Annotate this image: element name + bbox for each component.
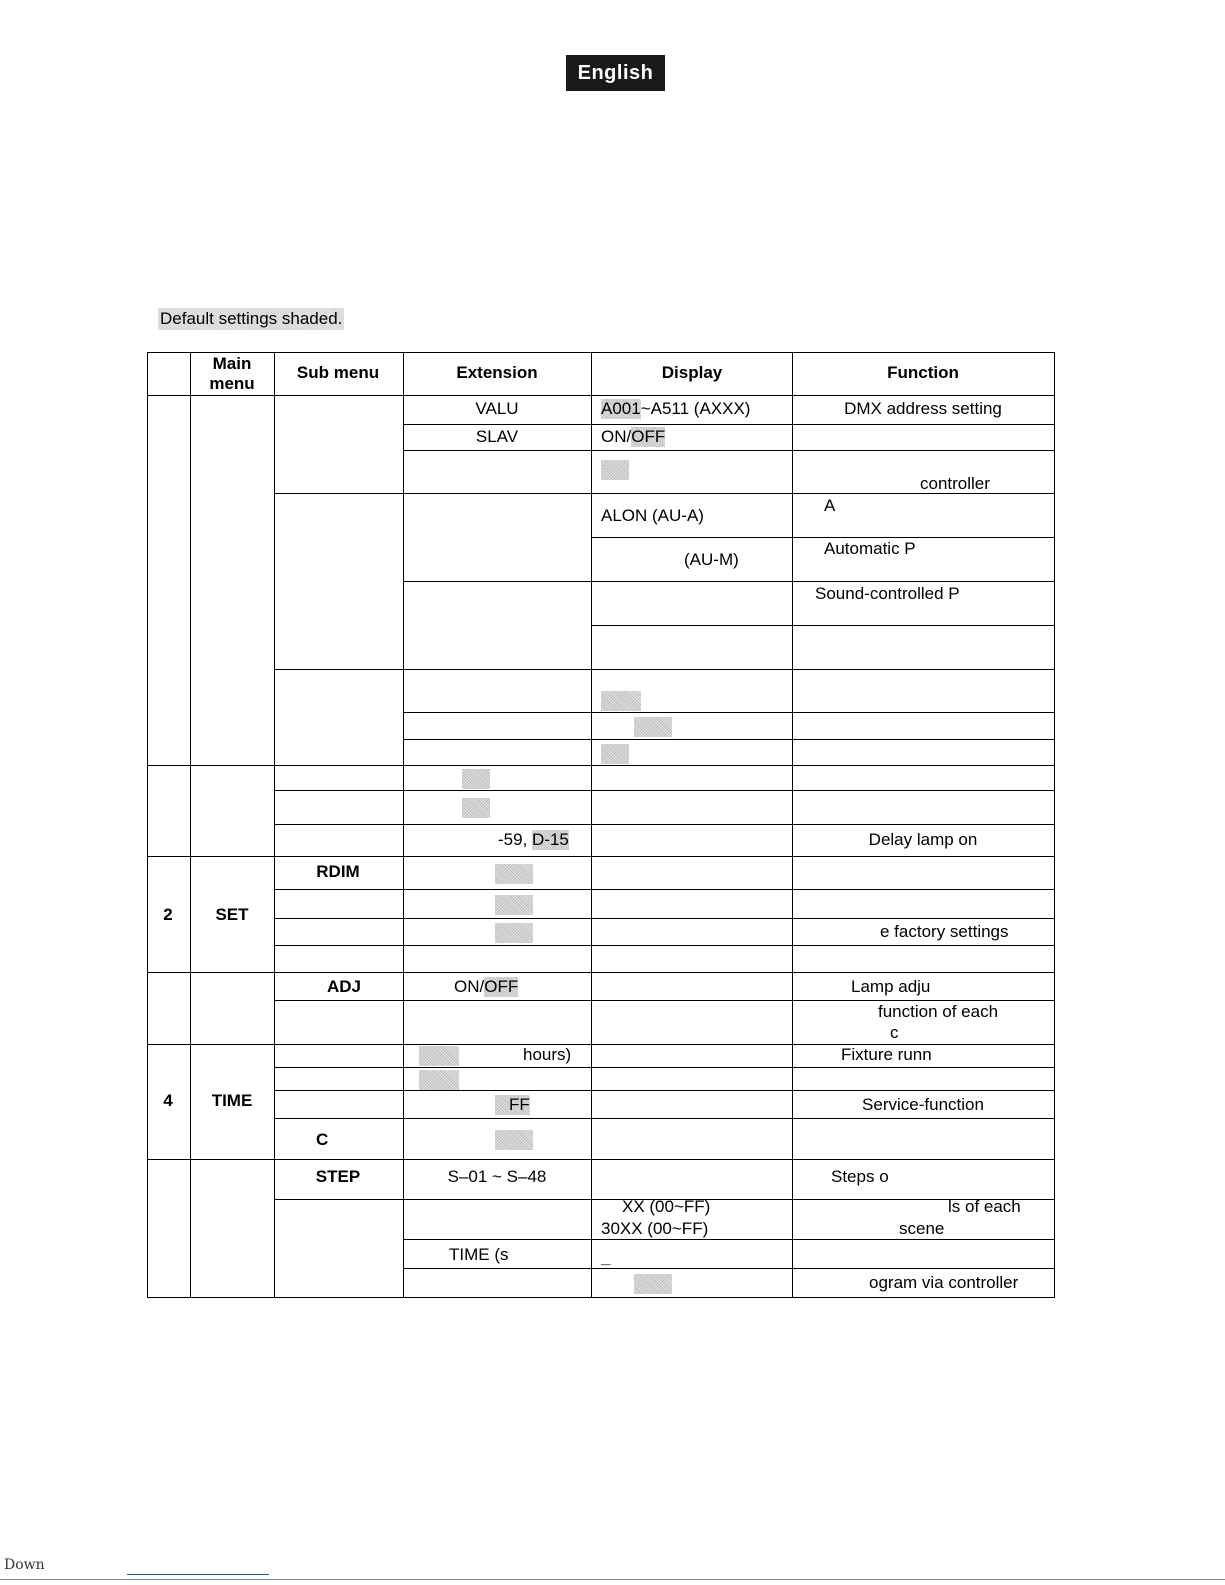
display-shade-5 <box>634 1273 672 1294</box>
function-each-line1: function of each <box>878 1002 999 1021</box>
display-valu-range: ~A511 (AXXX) <box>640 399 751 418</box>
display-shade-2 <box>601 690 641 711</box>
display-valu-default: A001 <box>601 399 641 418</box>
footer-rule <box>0 1579 1225 1580</box>
display-aum: (AU-M) <box>684 550 739 569</box>
ext-delay-default: D-15 <box>532 830 569 849</box>
function-dmx-address: DMX address setting <box>844 399 1002 418</box>
function-steps: Steps o <box>831 1167 889 1186</box>
function-each-line2: c <box>890 1023 899 1042</box>
ext-shade-3 <box>495 863 533 884</box>
display-slav-on: ON/ <box>601 427 632 446</box>
sub-step: STEP <box>315 1167 361 1186</box>
function-ls-line1: ls of each <box>948 1197 1021 1216</box>
ext-valu: VALU <box>475 399 519 418</box>
header-main-menu-line2: menu <box>209 374 255 393</box>
display-alon: ALON (AU-A) <box>601 506 704 525</box>
menu-set: SET <box>215 905 249 924</box>
footer-text: Down <box>4 1557 45 1573</box>
menu-number-2: 2 <box>163 905 173 924</box>
display-xx-line1: XX (00~FF) <box>622 1197 711 1216</box>
display-shade-3 <box>634 716 672 737</box>
ext-shade-6 <box>419 1045 459 1066</box>
function-delay-lamp: Delay lamp on <box>868 830 978 849</box>
ext-delay-range: -59, <box>498 830 533 849</box>
header-function: Function <box>887 363 959 382</box>
ext-slav: SLAV <box>475 427 519 446</box>
ext-hours: hours) <box>523 1045 572 1064</box>
function-a: A <box>824 496 836 515</box>
ext-shade-7 <box>419 1069 459 1090</box>
display-shade-1 <box>601 459 629 480</box>
sub-rdim: RDIM <box>316 862 360 881</box>
ext-ff-value: FF <box>495 1095 530 1115</box>
ext-time-s: TIME (s <box>449 1245 509 1264</box>
function-ls-line2: scene <box>899 1219 945 1238</box>
ext-shade-4 <box>495 894 533 915</box>
ext-adj-off: OFF <box>484 977 519 996</box>
function-lamp-adjust: Lamp adju <box>851 977 931 996</box>
display-slav-off: OFF <box>631 427 666 446</box>
display-xx-line2: 30XX (00~FF) <box>601 1219 709 1238</box>
ext-adj <box>454 977 518 997</box>
ext-step-range: S–01 ~ S–48 <box>447 1167 547 1186</box>
sub-c: C <box>316 1130 329 1149</box>
menu-number-4: 4 <box>163 1091 173 1110</box>
header-extension: Extension <box>456 363 538 382</box>
ext-shade-2 <box>462 797 490 818</box>
language-badge: English <box>566 55 665 91</box>
function-service: Service-function <box>862 1095 984 1114</box>
display-underscore: _ <box>601 1248 611 1267</box>
default-settings-note: Default settings shaded. <box>160 309 343 328</box>
display-slav <box>601 427 665 447</box>
header-display: Display <box>661 363 723 382</box>
display-valu <box>601 399 750 419</box>
function-factory: e factory settings <box>880 922 1009 941</box>
ext-adj-on: ON/ <box>454 977 485 996</box>
function-fixture: Fixture runn <box>841 1045 932 1064</box>
function-program: ogram via controller <box>869 1273 1019 1292</box>
ext-shade-1 <box>462 768 490 789</box>
function-automatic: Automatic P <box>824 539 916 558</box>
menu-time: TIME <box>211 1091 253 1110</box>
footer-link[interactable] <box>127 1574 269 1575</box>
header-sub-menu: Sub menu <box>296 363 380 382</box>
ext-ff <box>495 1095 530 1115</box>
header-main-menu-line1: Main <box>212 354 252 373</box>
display-shade-4 <box>601 743 629 764</box>
ext-delay <box>498 830 569 850</box>
function-controller: controller <box>920 474 990 493</box>
ext-shade-5 <box>495 922 533 943</box>
ext-shade-8 <box>495 1129 533 1150</box>
function-sound: Sound-controlled P <box>815 584 960 603</box>
sub-adj: ADJ <box>326 977 362 996</box>
